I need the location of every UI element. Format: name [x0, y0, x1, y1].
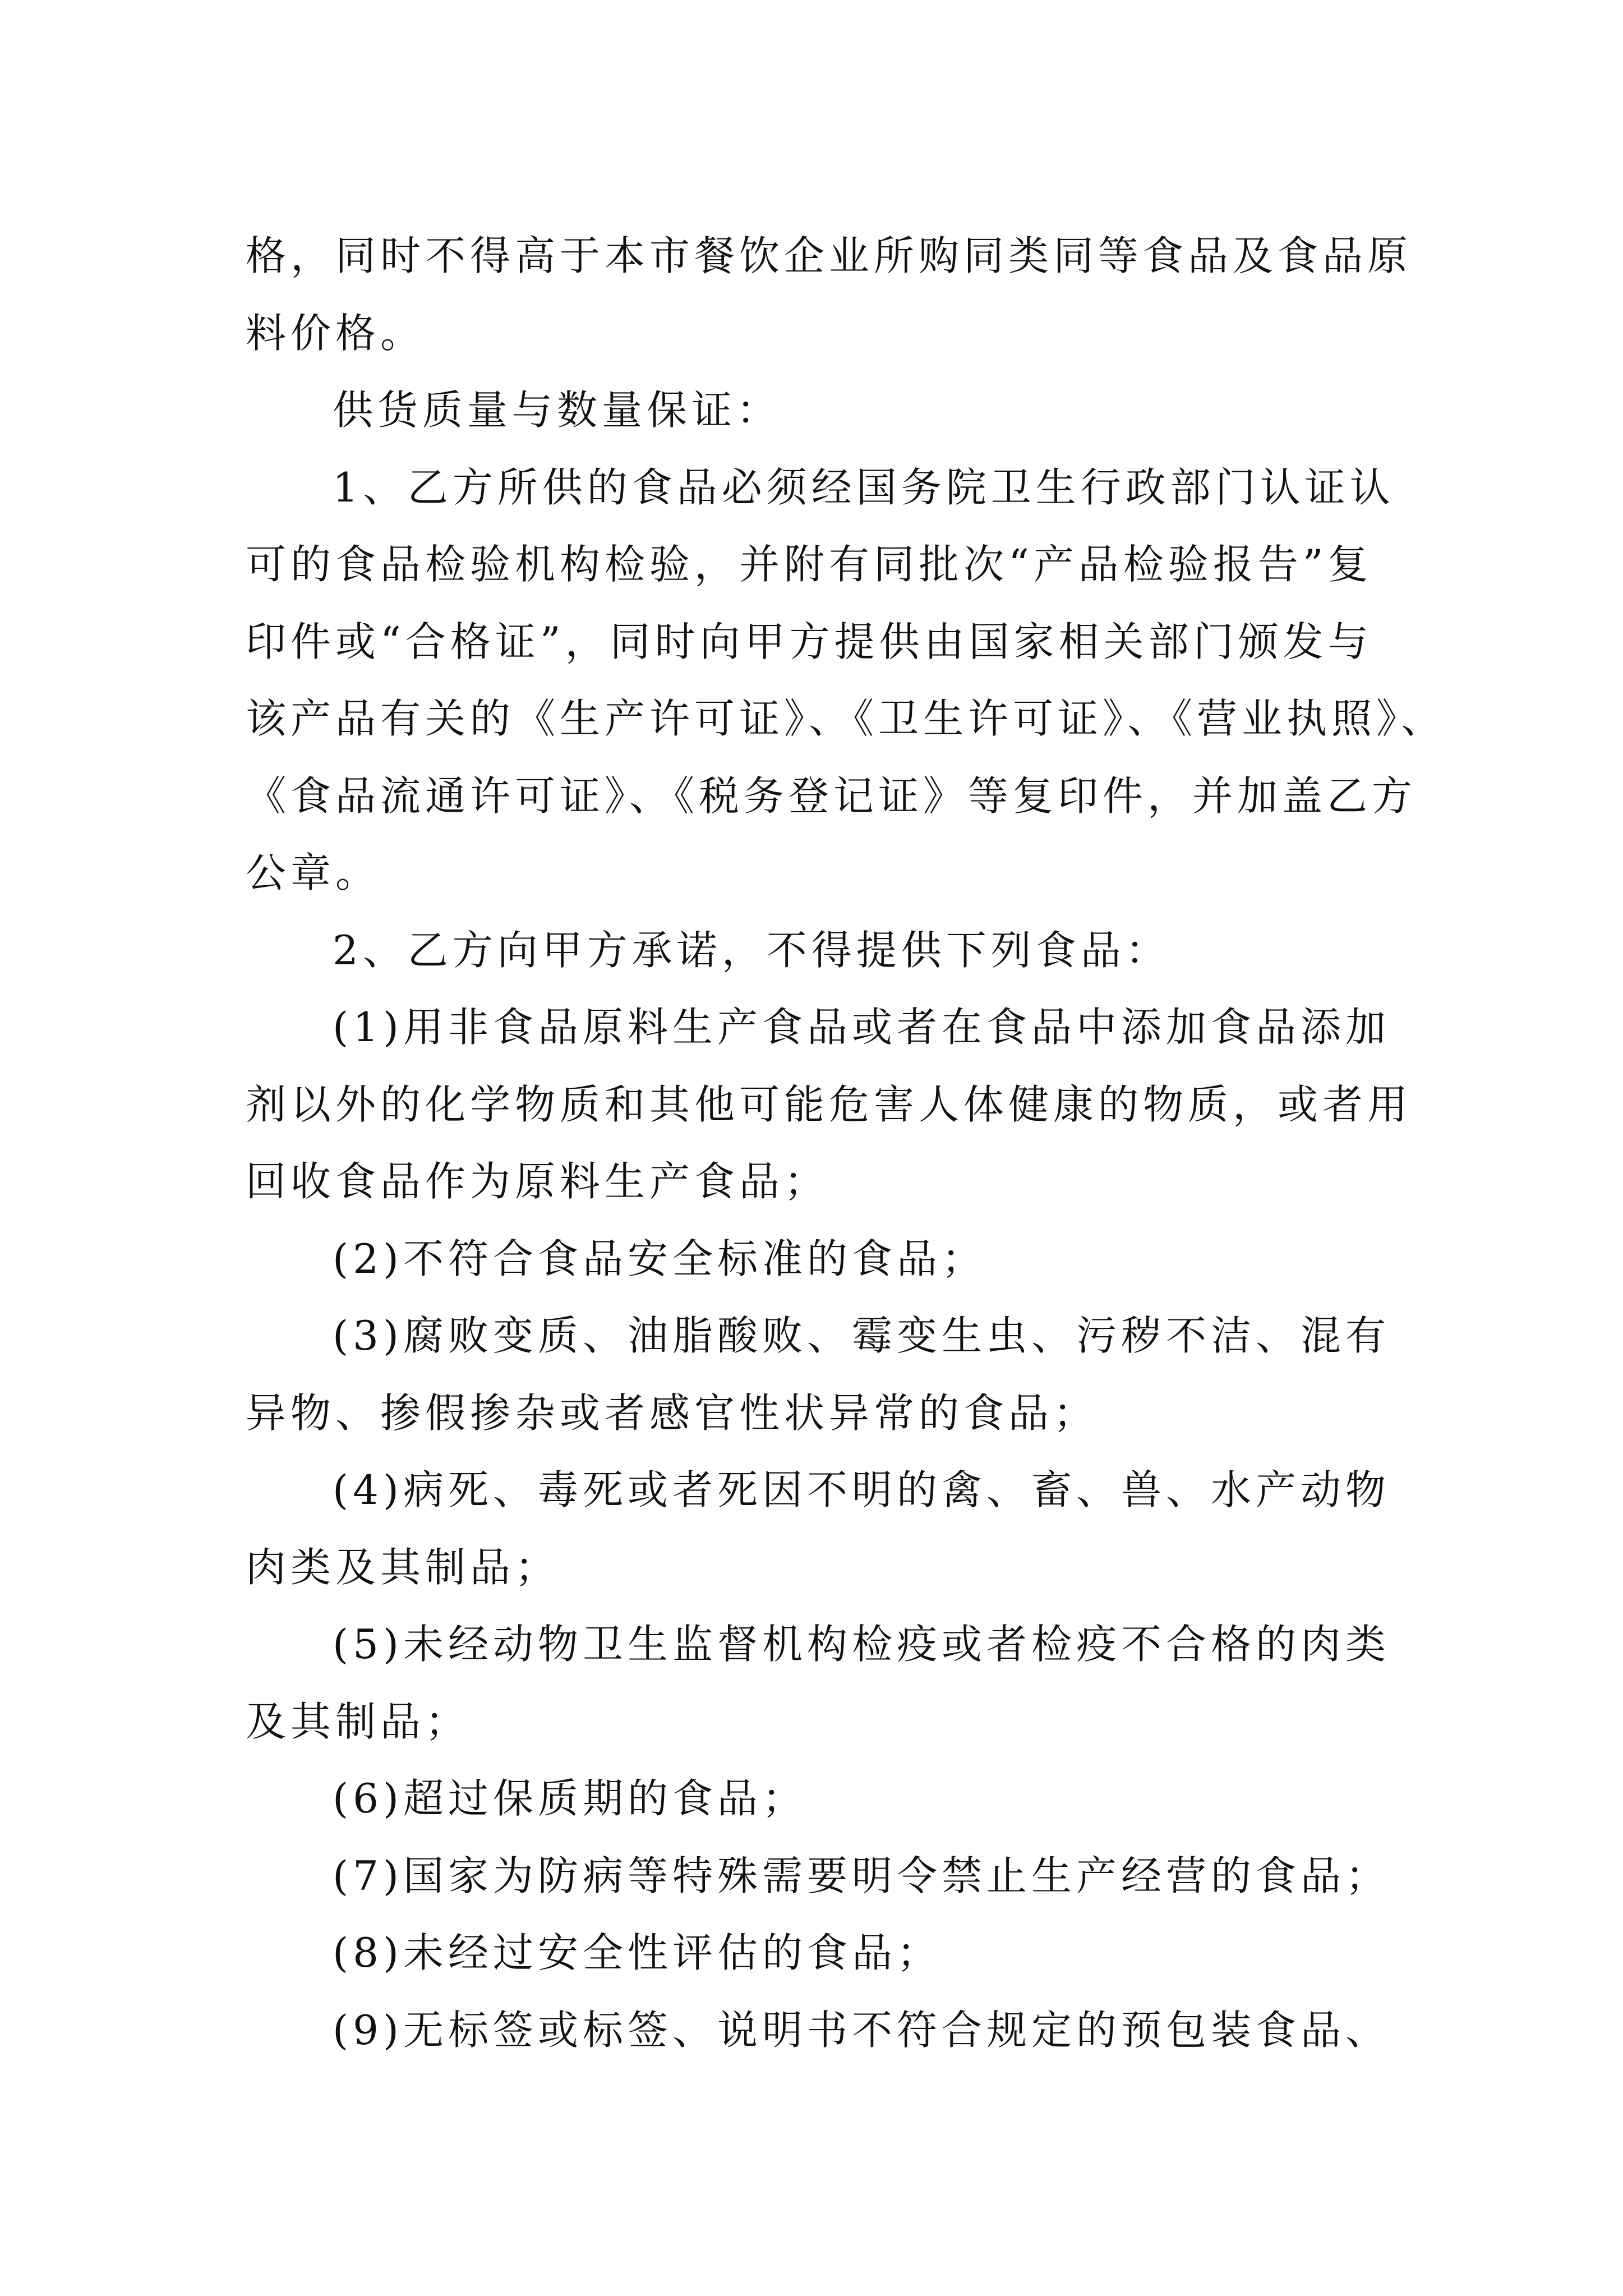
body-line: 及其制品； — [246, 1697, 471, 1745]
list-item-9: (9)无标签或标签、说明书不符合规定的预包装食品、 — [333, 2006, 1390, 2054]
body-line: 剂以外的化学物质和其他可能危害人体健康的物质，或者用 — [246, 1080, 1413, 1128]
body-line: 可的食品检验机构检验，并附有同批次“产品检验报告”复 — [246, 541, 1373, 588]
list-item-4: (4)病死、毒死或者死因不明的禽、畜、兽、水产动物 — [333, 1466, 1390, 1513]
body-line: 料价格。 — [246, 309, 426, 357]
clause-1: 1、乙方所供的食品必须经国务院卫生行政部门认证认 — [333, 463, 1395, 511]
body-line: 公章。 — [246, 849, 381, 896]
body-line: 异物、掺假掺杂或者感官性状异常的食品； — [246, 1389, 1099, 1437]
body-line: 《食品流通许可证》、《税务登记证》等复印件，并加盖乙方 — [246, 772, 1417, 820]
body-line: 肉类及其制品； — [246, 1543, 560, 1591]
document-body — [246, 218, 1446, 2069]
section-heading: 供货质量与数量保证： — [333, 386, 782, 434]
list-item-1: (1)用非食品原料生产食品或者在食品中添加食品添加 — [333, 1004, 1390, 1051]
list-item-5: (5)未经动物卫生监督机构检疫或者检疫不合格的肉类 — [333, 1621, 1390, 1668]
list-item-8: (8)未经过安全性评估的食品； — [333, 1929, 942, 1976]
list-item-6: (6)超过保质期的食品； — [333, 1775, 807, 1822]
body-line: 印件或“合格证”，同时向甲方提供由国家相关部门颁发与 — [246, 618, 1373, 665]
clause-2: 2、乙方向甲方承诺，不得提供下列食品： — [333, 926, 1170, 974]
list-item-3: (3)腐败变质、油脂酸败、霉变生虫、污秽不洁、混有 — [333, 1312, 1390, 1359]
body-line: 回收食品作为原料生产食品； — [246, 1158, 829, 1205]
list-item-2: (2)不符合食品安全标准的食品； — [333, 1235, 986, 1282]
list-item-7: (7)国家为防病等特殊需要明令禁止生产经营的食品； — [333, 1852, 1390, 1899]
body-line: 格，同时不得高于本市餐饮企业所购同类同等食品及食品原 — [246, 232, 1413, 279]
body-line: 该产品有关的《生产许可证》、《卫生许可证》、《营业执照》、 — [246, 695, 1446, 742]
